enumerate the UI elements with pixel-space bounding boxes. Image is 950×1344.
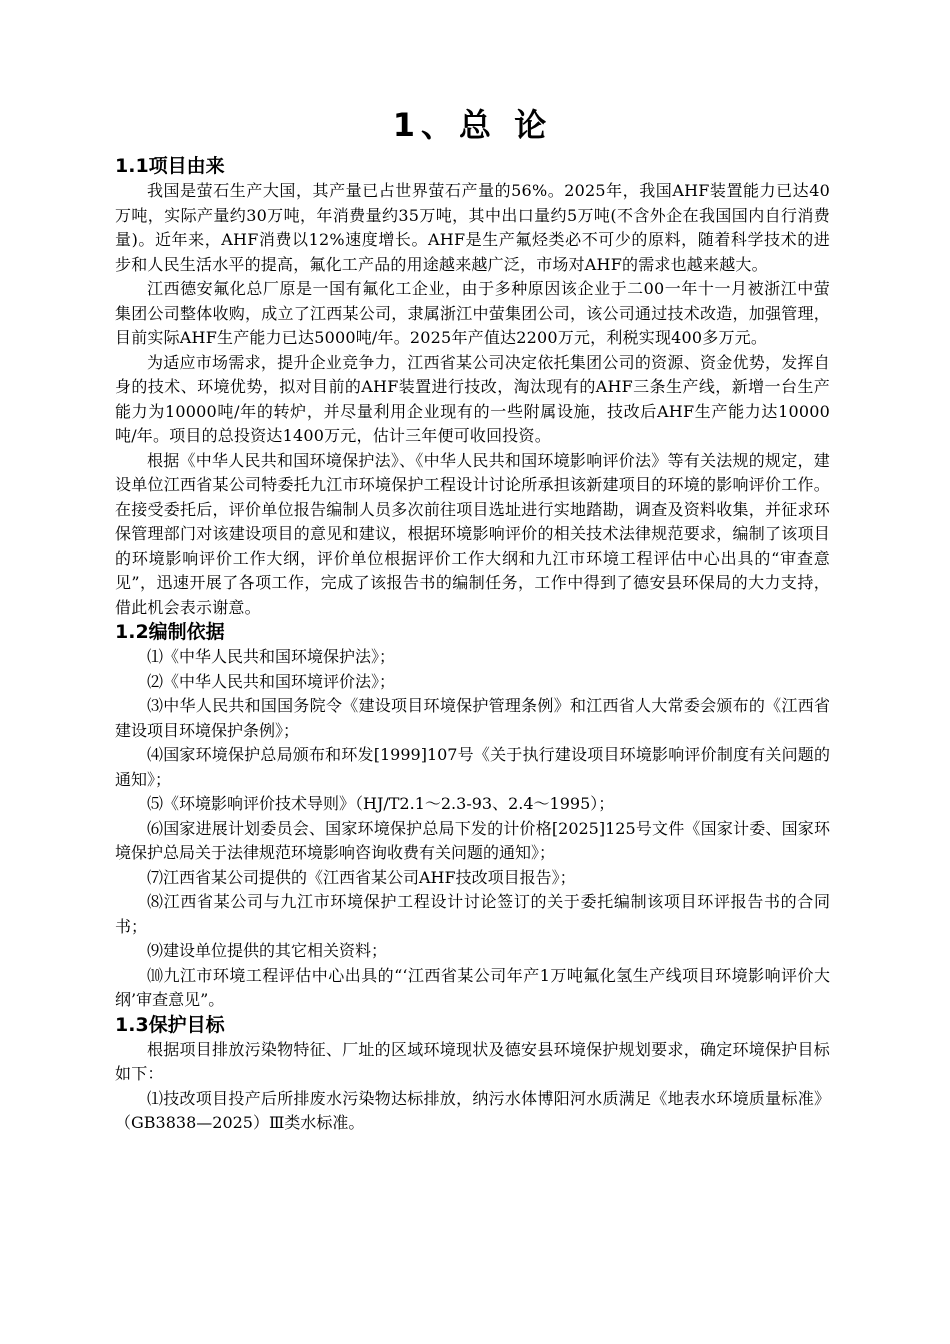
list-item: ⑻江西省某公司与九江市环境保护工程设计讨论签订的关于委托编制该项目环评报告书的合同书； [115,892,830,936]
list-item: ⑵《中华人民共和国环境评价法》； [147,671,396,691]
list-item: ⑹国家进展计划委员会、国家环境保护总局下发的计价格[2025]125号文件《国家计委、国家环境保护总局关于法律规范环境影响咨询收费有关问题的通知》； [115,818,830,862]
list-item: ⑴《中华人民共和国环境保护法》； [147,647,396,666]
paragraph: 为适应市场需求，提升企业竞争力，江西省某公司决定依托集团公司的资源、资金优势，发挥自身的技术、环境优势，拟对目前的AHF装置进行技改，淘汰现有的AHF三条生产线，新增一台生产能力为10000吨/年的转炉，并尽量利用企业现有的一些附属设施，技改后AHF生产能力达10000吨/年。项目的总投资达1400万元，估计三年便可收回投资。 [115,352,830,445]
section-protection-targets [115,1013,830,1136]
list-item: ⑸《环境影响评价技术导则》（HJ/T2.1～2.3-93、2.4～1995）； [147,794,615,813]
paragraph: 我国是萤石生产大国，其产量已占世界萤石产量的56%。2025年，我国AHF装置能力已达40万吨，实际产量约30万吨，年消费量约35万吨，其中出口量约5万吨(不含外企在我国国内自行消费量)。近年来，AHF消费以12%速度增长。AHF是生产氟烃类必不可少的原料，随着科学技术的进步和人民生活水平的提高，氟化工产品的用途越来越广泛，市场对AHF的需求也越来越大。 [115,181,830,274]
list-item: ⑶中华人民共和国国务院令《建设项目环境保护管理条例》和江西省人大常委会颁布的《江西省建设项目环境保护条例》； [115,696,830,740]
section-project-origin [115,154,830,620]
list-item: ⑽九江市环境工程评估中心出具的“‘江西省某公司年产1万吨氟化氢生产线项目环境影响评价大纲’审查意见”。 [115,965,830,1009]
list-item: ⑼建设单位提供的其它相关资料； [147,941,388,960]
document-title: 1、总 论 [392,106,553,144]
list-item: ⑺江西省某公司提供的《江西省某公司AHF技改项目报告》； [147,867,576,887]
paragraph: 江西德安氟化总厂原是一国有氟化工企业，由于多种原因该企业于二00一年十一月被浙江中萤集团公司整体收购，成立了江西某公司，隶属浙江中萤集团公司，该公司通过技术改造，加强管理，目前实际AHF生产能力已达5000吨/年。2025年产值达2200万元，利税实现400多万元。 [115,279,830,347]
section-heading: 1.1项目由来 [115,155,225,177]
section-compilation-basis [115,620,830,1013]
list-item: ⑴技改项目投产后所排废水污染物达标排放，纳污水体博阳河水质满足《地表水环境质量标准》（GB3838—2025）Ⅲ类水标准。 [115,1088,830,1132]
section-heading: 1.3保护目标 [115,1013,225,1036]
paragraph: 根据项目排放污染物特征、厂址的区域环境现状及德安县环境保护规划要求，确定环境保护目标如下： [115,1039,830,1083]
document-page [115,100,830,1136]
section-heading: 1.2编制依据 [115,621,225,643]
list-item: ⑷国家环境保护总局颁布和环发[1999]107号《关于执行建设项目环境影响评价制度有关问题的通知》； [115,745,830,789]
paragraph: 根据《中华人民共和国环境保护法》、《中华人民共和国环境影响评价法》等有关法规的规定，建设单位江西省某公司特委托九江市环境保护工程设计讨论所承担该新建项目的环境的影响评价工作。在接受委托后，评价单位报告编制人员多次前往项目选址进行实地踏勘，调查及资料收集，并征求环保管理部门对该建设项目的意见和建议，根据环境影响评价的相关技术法律规范要求，编制了该项目的环境影响评价工作大纲，评价单位根据评价工作大纲和九江市环境工程评估中心出具的“审查意见”，迅速开展了各项工作，完成了该报告书的编制任务，工作中得到了德安县环保局的大力支持，借此机会表示谢意。 [115,450,830,617]
